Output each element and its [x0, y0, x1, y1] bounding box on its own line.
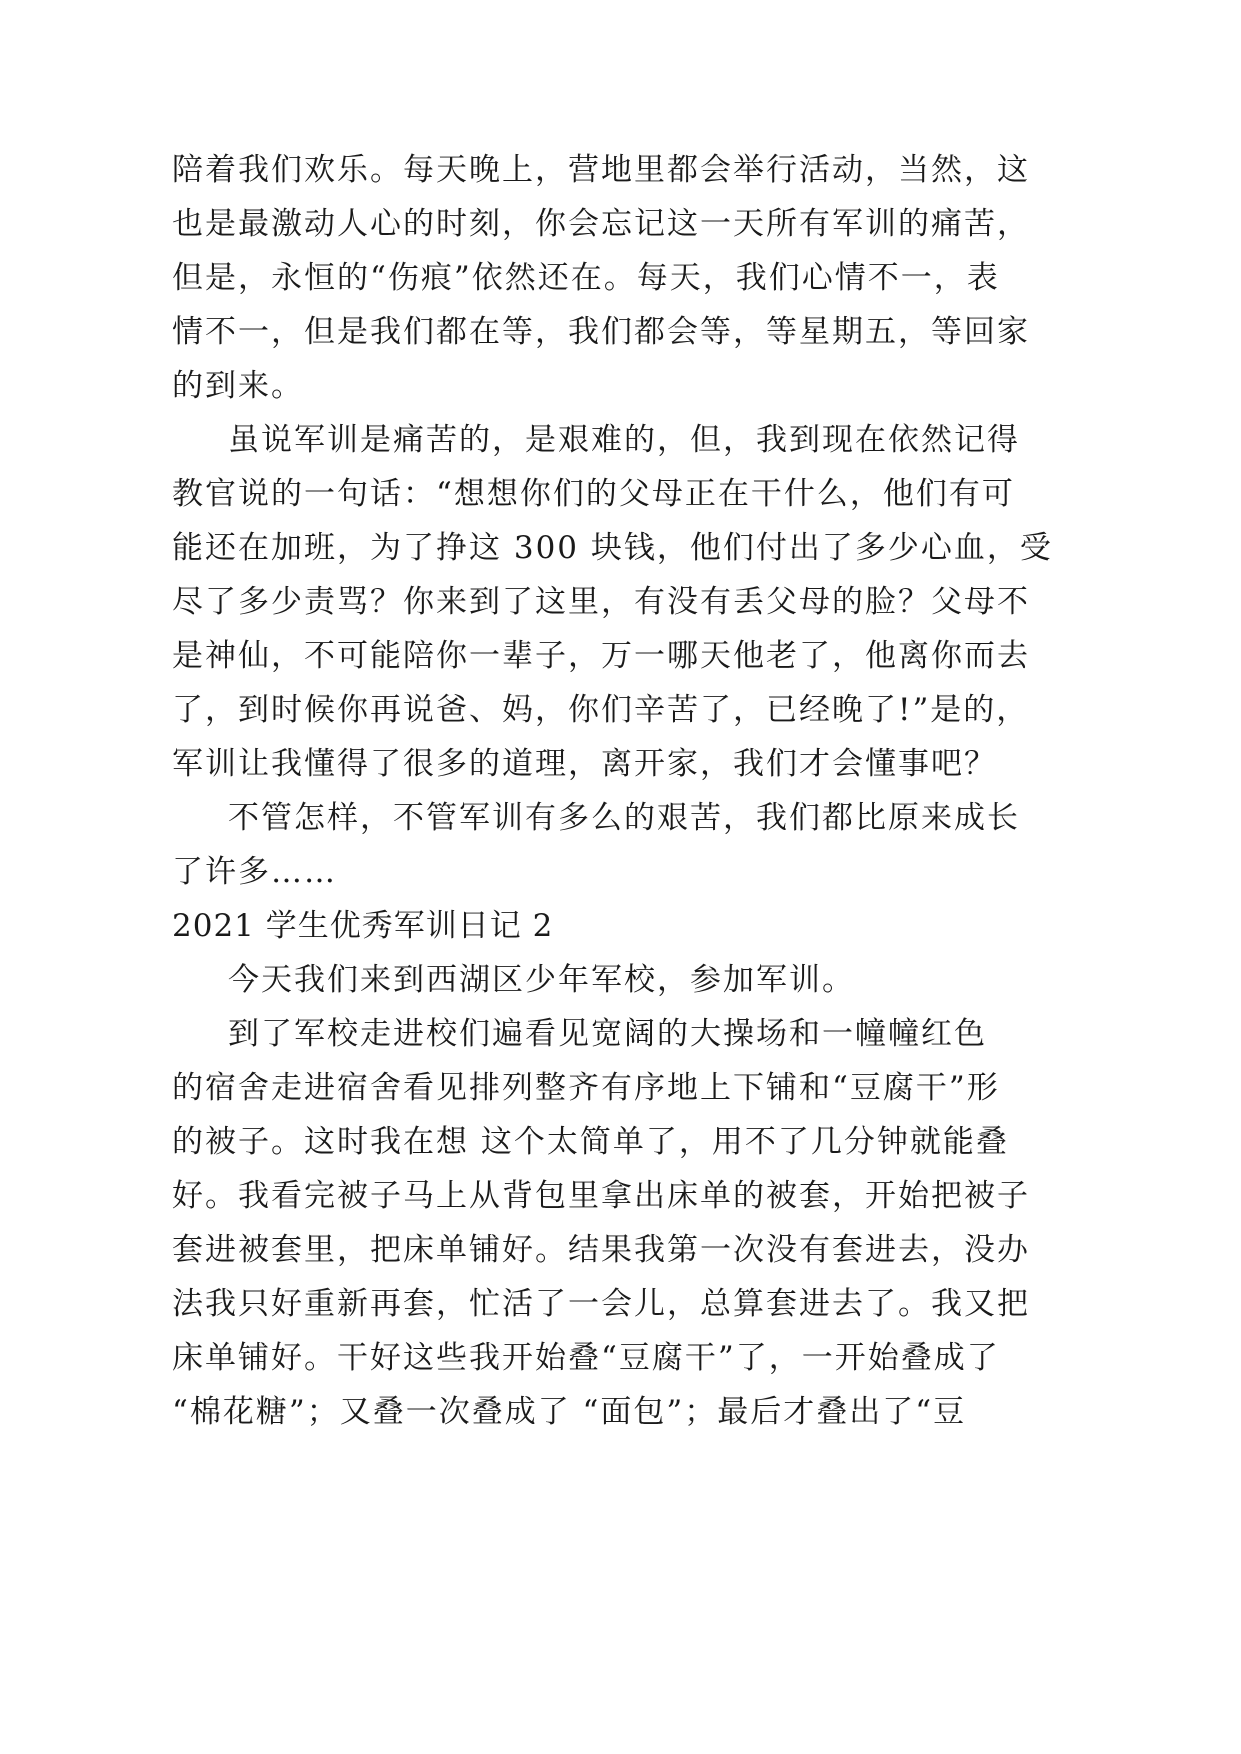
text-line: 床单铺好。干好这些我开始叠“豆腐干”了，一开始叠成了 [172, 1340, 1000, 1376]
text-line: 能还在加班，为了挣这 300 块钱，他们付出了多少心血，受 [172, 530, 1053, 566]
text-line: 到了军校走进校们遍看见宽阔的大操场和一幢幢红色 [228, 1016, 987, 1052]
text-line: 军训让我懂得了很多的道理，离开家，我们才会懂事吧？ [172, 746, 997, 782]
text-line: 尽了多少责骂？你来到了这里，有没有丢父母的脸？父母不 [172, 584, 1030, 620]
text-line: 情不一，但是我们都在等，我们都会等，等星期五，等回家 [172, 314, 1030, 350]
text-line: 也是最激动人心的时刻，你会忘记这一天所有军训的痛苦， [172, 206, 1030, 242]
text-line: 的到来。 [172, 368, 304, 404]
text-line: 套进被套里，把床单铺好。结果我第一次没有套进去，没办 [172, 1232, 1030, 1268]
text-line: 陪着我们欢乐。每天晚上，营地里都会举行活动，当然，这 [172, 152, 1030, 188]
text-line: 虽说军训是痛苦的，是艰难的，但，我到现在依然记得 [228, 422, 1020, 458]
section-heading: 2021 学生优秀军训日记 2 [172, 908, 554, 944]
text-line: 了许多…… [172, 854, 337, 890]
text-line: 法我只好重新再套，忙活了一会儿，总算套进去了。我又把 [172, 1286, 1030, 1322]
text-line: 的被子。这时我在想 这个太简单了，用不了几分钟就能叠 [172, 1124, 1009, 1160]
text-line: 好。我看完被子马上从背包里拿出床单的被套，开始把被子 [172, 1178, 1030, 1214]
text-line: 的宿舍走进宿舍看见排列整齐有序地上下铺和“豆腐干”形 [172, 1070, 1000, 1106]
text-line: 但是，永恒的“伤痕”依然还在。每天，我们心情不一，表 [172, 260, 1000, 296]
text-line: 教官说的一句话：“想想你们的父母正在干什么，他们有可 [172, 476, 1015, 512]
text-line: 今天我们来到西湖区少年军校，参加军训。 [228, 962, 855, 998]
text-line: 不管怎样，不管军训有多么的艰苦，我们都比原来成长 [228, 800, 1020, 836]
text-line: 是神仙，不可能陪你一辈子，万一哪天他老了，他离你而去 [172, 638, 1030, 674]
text-line: 了，到时候你再说爸、妈，你们辛苦了，已经晚了!”是的， [172, 692, 1030, 728]
text-line: “棉花糖”；又叠一次叠成了 “面包”；最后才叠出了“豆 [172, 1394, 967, 1430]
